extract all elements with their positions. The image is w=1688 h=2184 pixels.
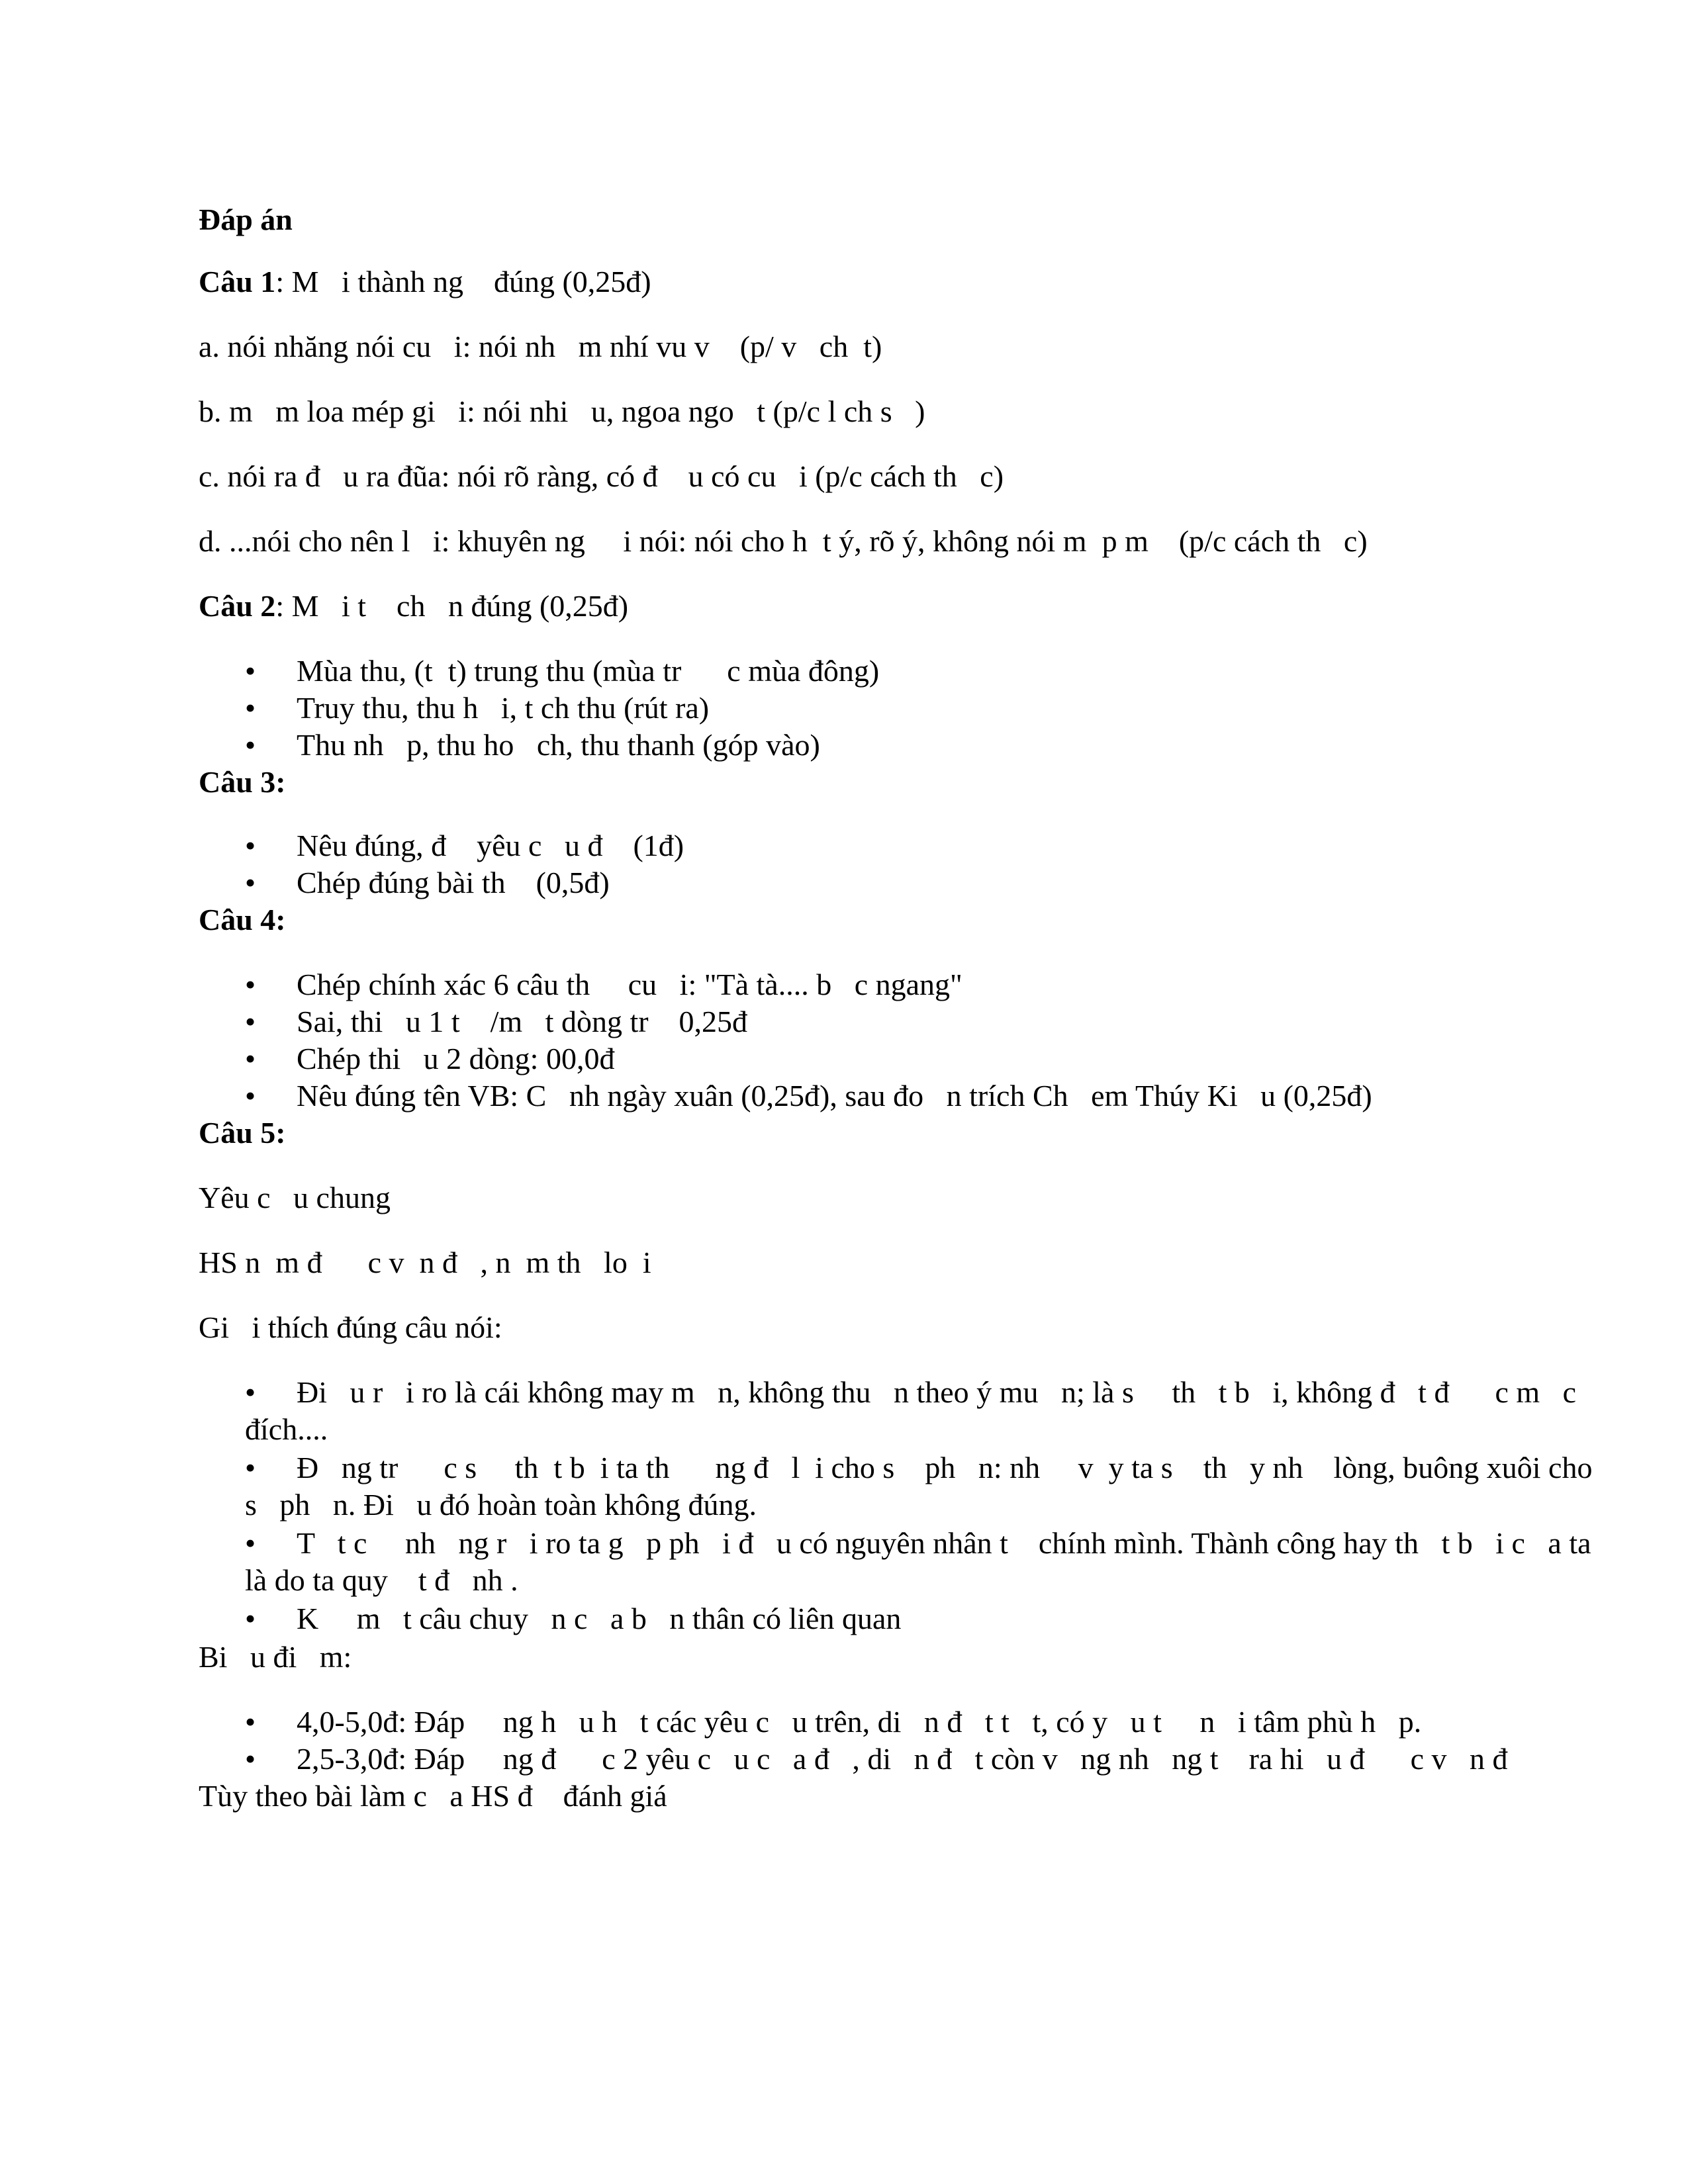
cau2-text: : M i t ch n đúng (0,25đ) — [275, 589, 629, 623]
bullet-icon: • — [245, 1742, 256, 1776]
bullet-icon: • — [245, 654, 256, 688]
cau1-item-c: c. nói ra đ u ra đũa: nói rõ ràng, có đ u có cu i (p/c cách th c) — [199, 459, 1004, 493]
cau5-hs: HS n m đ c v n đ , n m th lo i — [199, 1246, 651, 1279]
cau1-text: : M i thành ng đúng (0,25đ) — [275, 265, 651, 298]
cau1-item-d: d. ...nói cho nên l i: khuyên ng i nói: nói cho h t ý, rõ ý, không nói m p m (p/c cách th c) — [199, 524, 1368, 558]
bullet-icon: • — [245, 728, 256, 762]
bullet-icon: • — [245, 829, 256, 862]
cau4-label: Câu 4: — [199, 903, 286, 936]
doc-title: Đáp án — [199, 203, 293, 236]
cau1-label: Câu 1 — [199, 265, 276, 298]
cau1-heading — [199, 263, 651, 300]
cau5-giai-thich: Gi i thích đúng câu nói: — [199, 1310, 502, 1344]
cau2-heading — [199, 588, 628, 625]
bullet-icon: • — [245, 1451, 256, 1484]
bullet-icon: • — [245, 1079, 256, 1113]
cau5-bullet: • Đi u r i ro là cái không may m n, không thu n theo ý mu n; là s th t b i, không đ t đ c m c đích.... — [245, 1375, 1577, 1446]
bullet-icon: • — [245, 1705, 256, 1739]
bullet-icon: • — [245, 1375, 256, 1409]
cau5-label: Câu 5: — [199, 1116, 286, 1150]
bullet-icon: • — [245, 1526, 256, 1560]
cau5-bullet: • K m t câu chuy n c a b n thân có liên quan — [245, 1600, 1609, 1637]
bullet-icon: • — [245, 1042, 256, 1075]
cau5-bieu-diem: Bi u đi m: — [199, 1640, 352, 1674]
cau1-item-b: b. m m loa mép gi i: nói nhi u, ngoa ngo t (p/c l ch s ) — [199, 394, 925, 428]
bullet-icon: • — [245, 1602, 256, 1635]
cau1-item-a: a. nói nhăng nói cu i: nói nh m nhí vu v (p/ v ch t) — [199, 330, 882, 363]
cau2-label: Câu 2 — [199, 589, 276, 623]
bullet-icon: • — [245, 691, 256, 725]
bullet-icon: • — [245, 968, 256, 1001]
cau5-bullet: • T t c nh ng r i ro ta g p ph i đ u có nguyên nhân t chính mình. Thành công hay th t b i c a ta là do ta quy t đ nh . — [245, 1526, 1591, 1597]
cau5-bullet: • Đ ng tr c s th t b i ta th ng đ l i cho s ph n: nh v y ta s th y nh lòng, buông xuôi cho s ph n. Đi u đó hoàn toàn không đúng. — [245, 1451, 1593, 1522]
footer-note: Tùy theo bài làm c a HS đ đánh giá — [199, 1779, 667, 1813]
cau5-yeu-cau: Yêu c u chung — [199, 1181, 391, 1214]
cau3-label: Câu 3: — [199, 765, 286, 799]
bullet-icon: • — [245, 866, 256, 899]
bullet-icon: • — [245, 1005, 256, 1038]
